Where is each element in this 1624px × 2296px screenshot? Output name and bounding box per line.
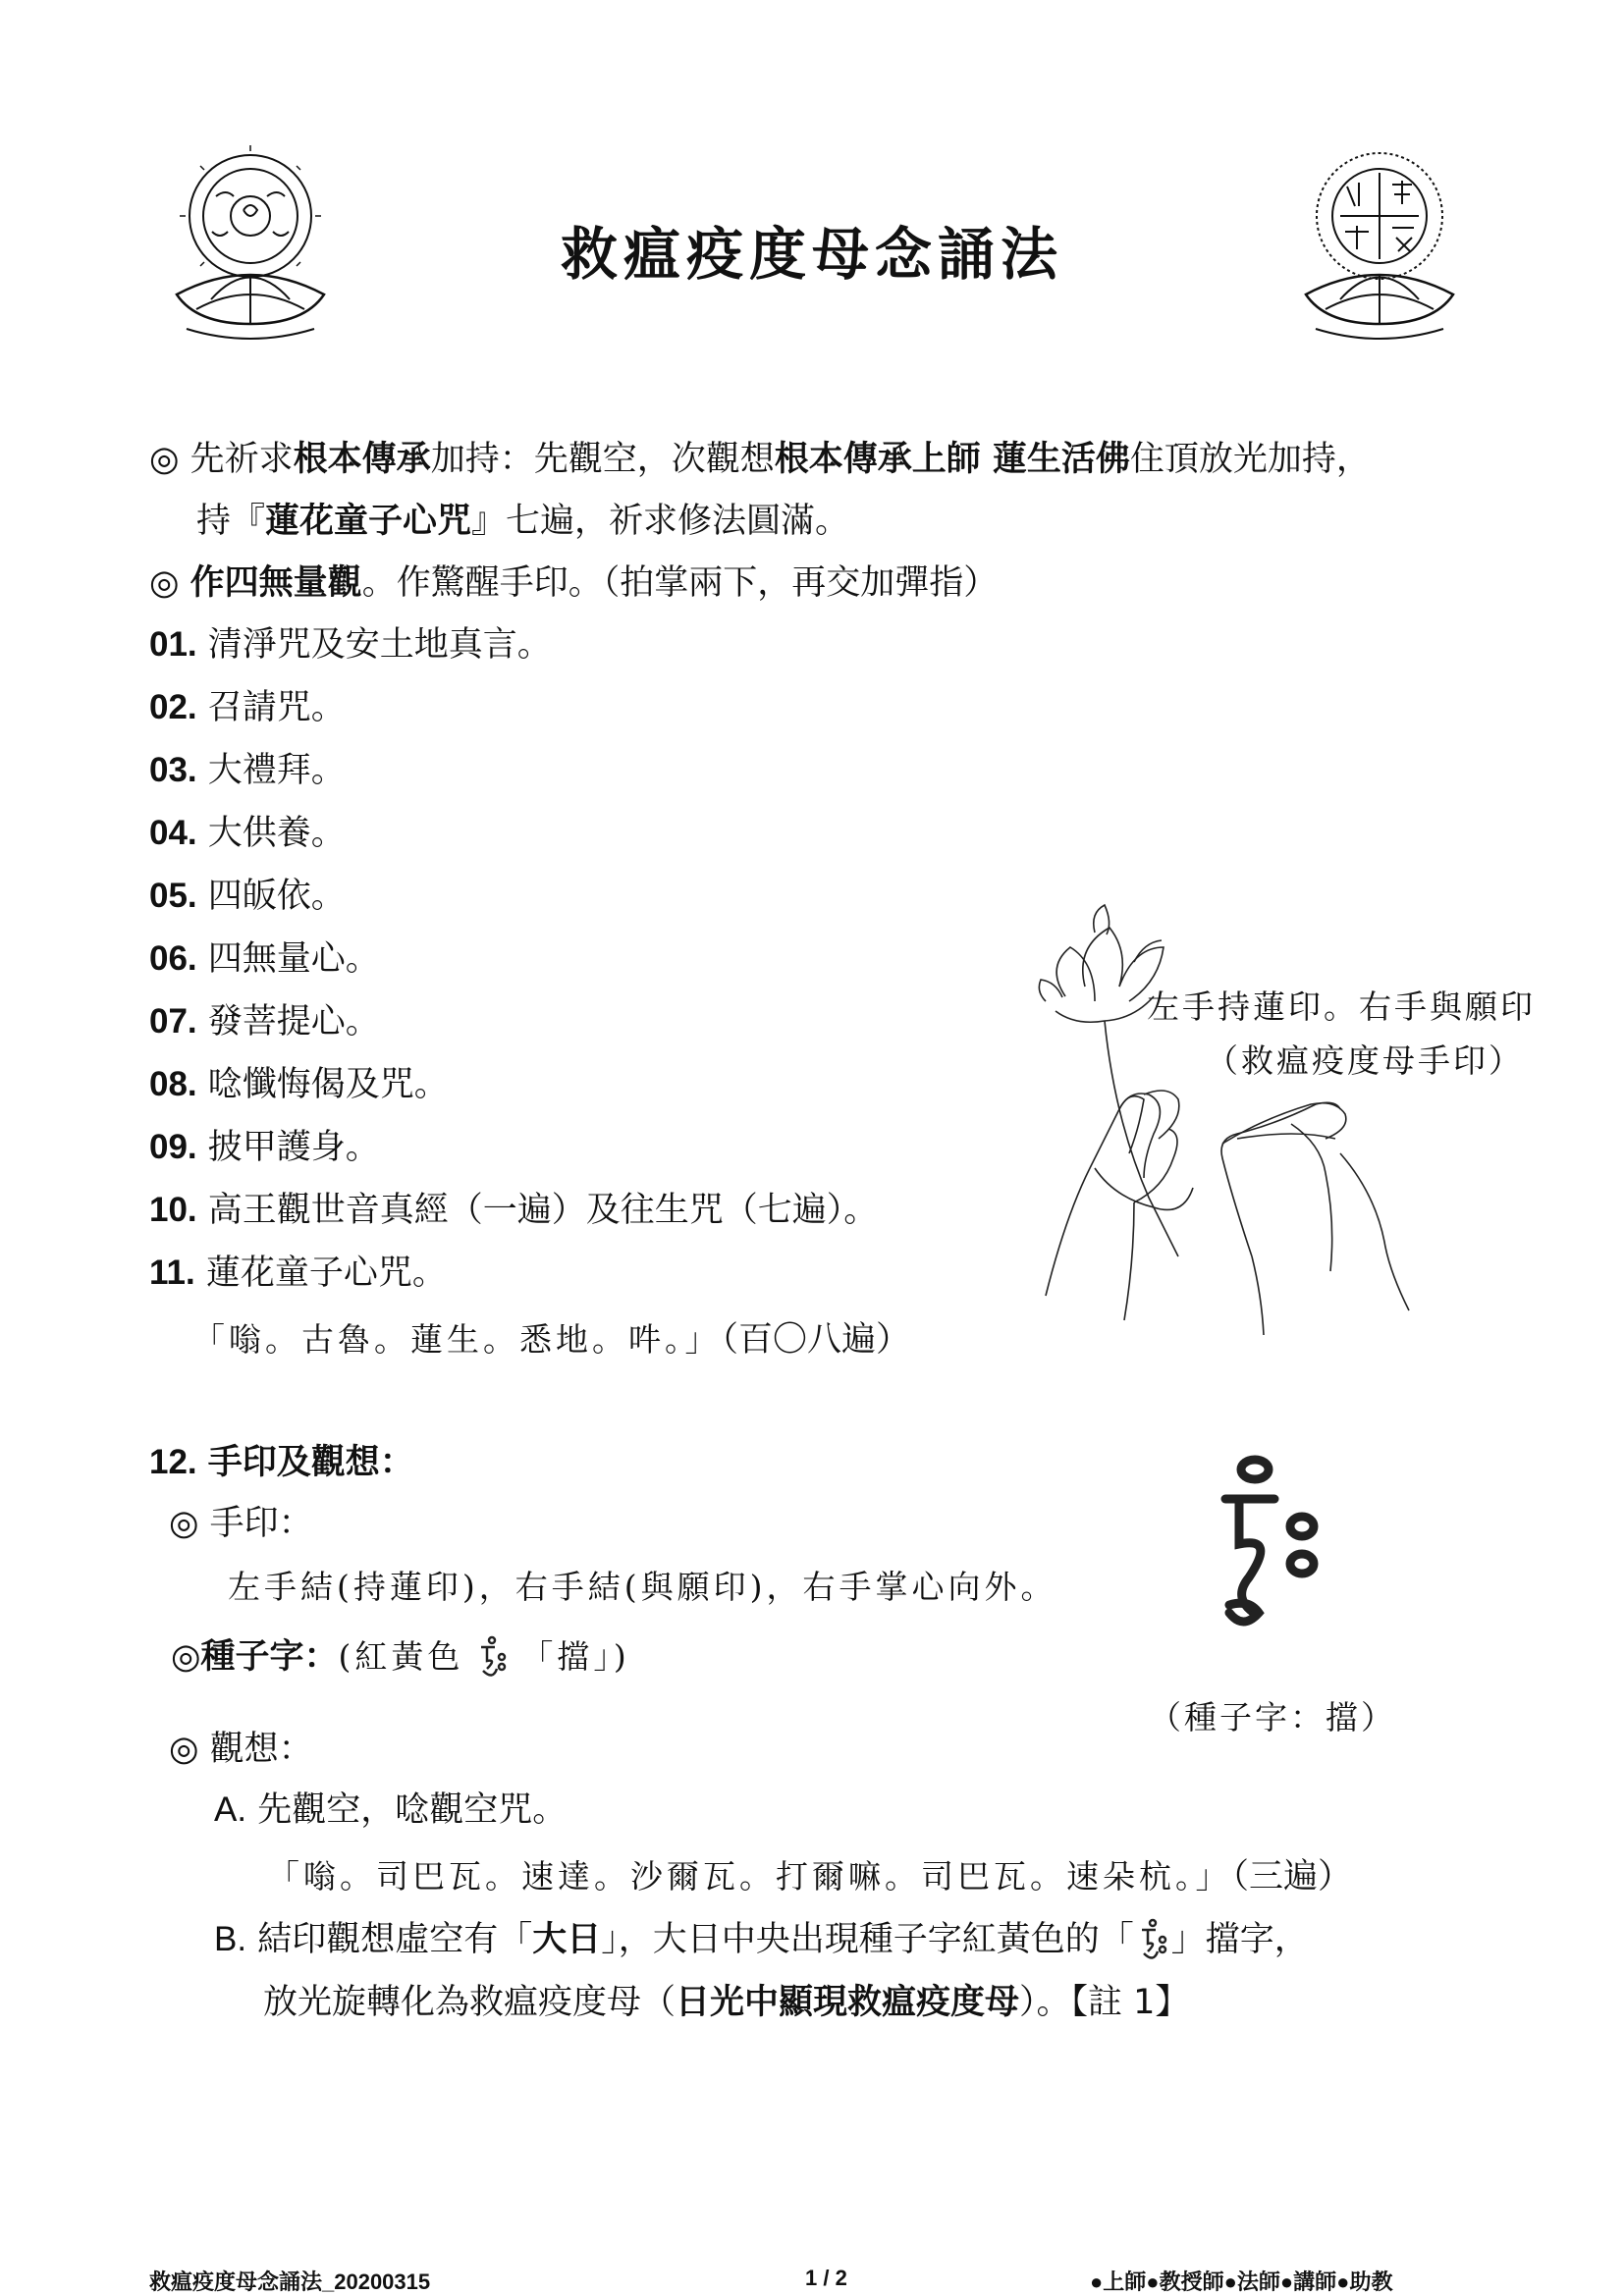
mudra-text: 左手結(持蓮印)，右手結(與願印)，右手掌心向外。 [228,1568,1057,1606]
step-03: 03. 大禮拜。 [149,751,346,790]
visualization-a-mantra: 「嗡。司巴瓦。速達。沙爾瓦。打爾嘛。司巴瓦。速朵杭。」（三遍） [267,1857,1353,1896]
step-08: 08. 唸懺悔偈及咒。 [149,1065,449,1104]
step-06: 06. 四無量心。 [149,939,380,979]
page-title: 救瘟疫度母念誦法 [560,221,1063,288]
visualization-b-line-1: B. 結印觀想虛空有「大日」，大日中央出現種子字紅黃色的「 」擋字， [214,1918,1309,1963]
intro-line-1: ◎ 先祈求根本傳承加持：先觀空，次觀想根本傳承上師 蓮生活佛住頂放光加持， [149,440,1371,479]
footer-document-name: 救瘟疫度母念誦法_20200315 [149,2269,431,2294]
seed-syllable-large-icon [1218,1448,1326,1644]
lotus-holding-hands-illustration [1026,903,1438,1335]
step-09: 09. 披甲護身。 [149,1128,380,1167]
step-10: 10. 高王觀世音真經（一遍）及往生咒（七遍）。 [149,1191,879,1230]
step-01: 01. 清淨咒及安土地真言。 [149,625,552,665]
mudra-heading: ◎ 手印： [169,1504,313,1543]
visualization-heading: ◎ 觀想： [169,1730,313,1769]
intro-line-3: ◎ 作四無量觀。作驚醒手印。（拍掌兩下，再交加彈指） [149,563,999,603]
step-04: 04. 大供養。 [149,814,346,853]
step-11-mantra: 「嗡。古魯。蓮生。悉地。吽。」（百〇八遍） [192,1320,911,1360]
step-11: 11. 蓮花童子心咒。 [149,1254,447,1293]
seed-line: ◎種子字：(紅黃色 「擋」) [171,1635,630,1681]
visualization-b-line-2: 放光旋轉化為救瘟疫度母（日光中顯現救瘟疫度母）。【註 1】 [263,1983,1190,2022]
hand-mudra-caption-1: 左手持蓮印。右手與願印 [1147,988,1536,1026]
visualization-a: A. 先觀空，唸觀空咒。 [214,1790,568,1830]
seed-syllable-caption: （種子字：擋） [1149,1698,1396,1736]
intro-line-2: 持『蓮花童子心咒』七遍，祈求修法圓滿。 [196,502,850,541]
footer-page-number: 1 / 2 [805,2266,847,2290]
step-02: 02. 召請咒。 [149,688,346,727]
seed-syllable-inline-icon [475,1635,509,1681]
footer-roles: ●上師●教授師●法師●講師●助教 [1090,2269,1393,2294]
seed-syllable-inline-icon [1136,1918,1169,1963]
hand-mudra-caption-2: （救瘟疫度母手印） [1206,1041,1524,1080]
step-07: 07. 發菩提心。 [149,1002,380,1041]
step-05: 05. 四皈依。 [149,877,346,916]
step-12: 12. 手印及觀想： [149,1443,414,1482]
